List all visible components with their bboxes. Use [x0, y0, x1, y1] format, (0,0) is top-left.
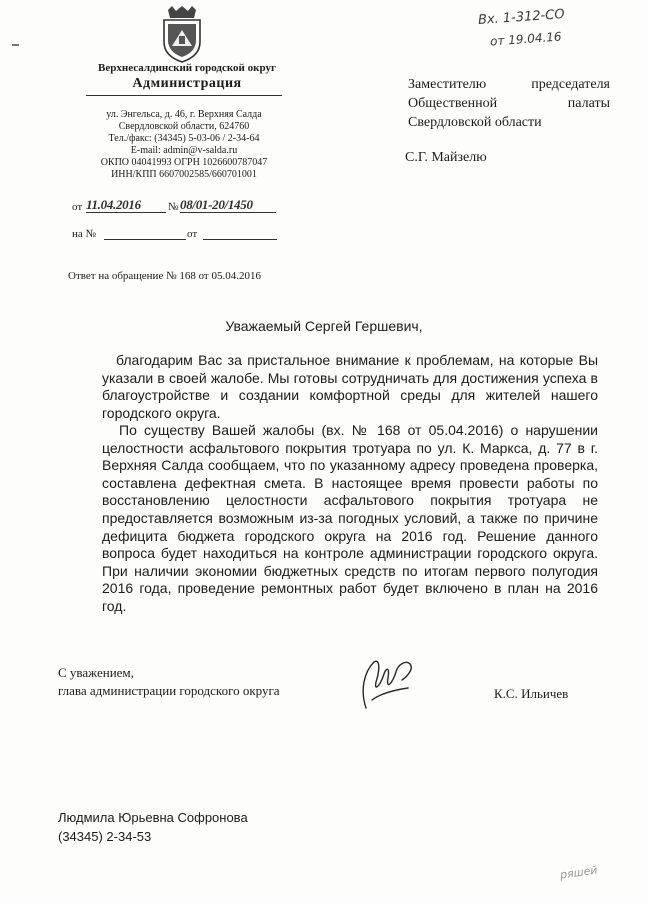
addressee-line: Свердловской области: [408, 115, 542, 130]
number-label: №: [168, 201, 179, 213]
salutation: Уважаемый Сергей Гершевич,: [225, 318, 423, 334]
closing-block: [58, 664, 280, 700]
reply-reference: Ответ на обращение № 168 от 05.04.2016: [68, 270, 261, 282]
reference-date-label: от: [187, 228, 198, 240]
phone-line: Тел./факс: (34345) 5-03-06 / 2-34-64: [108, 133, 260, 144]
body-paragraph: [102, 352, 598, 422]
recipient-name: С.Г. Майзелю: [405, 150, 487, 165]
okpo-ogrn-line: ОКПО 04041993 ОГРН 1026600787047: [100, 157, 268, 168]
corner-handwritten-mark: ряшей: [559, 863, 599, 882]
address-line: Свердловской области, 624760: [118, 121, 250, 132]
paragraph-text: По существу Вашей жалобы (вх. № 168 от 05.04.2016) о нарушении целостности асфальтового покрытия тротуара по ул. К. Маркса, д. 77 в г. Верхняя Салда сообщаем, что по указанному адресу проведена проверка, составлена дефектная смета. В настоящее время провести работы по восстановлению целостности асфальтового покрытия тротуара не предоставляется возможным из-за погодных условий, а также по причине дефицита бюджета городского округа на 2016 год. Решение данного вопроса будет находиться на контроле администрации городского округа. При наличии экономии бюджетных средств по итогам первого полугодия 2016 года, проведение ремонтных работ будет включено в план на 2016 год.: [102, 422, 598, 614]
signer-name: К.С. Ильичев: [494, 686, 569, 701]
incoming-date-handwritten: от 19.04.16: [489, 29, 562, 49]
contact-name: Людмила Юрьевна Софронова: [58, 810, 248, 825]
reference-date-field: [203, 227, 277, 240]
organization-name: Верхнесалдинский городской округ: [98, 62, 276, 74]
reference-number-field: [104, 227, 186, 240]
incoming-number-handwritten: Вх. 1-312-СО: [477, 6, 566, 29]
signature: [350, 650, 430, 720]
body-paragraph: [102, 422, 598, 616]
from-label: от: [72, 201, 83, 213]
email-line: E-mail: admin@v-salda.ru: [130, 145, 238, 156]
handwritten-date: 11.04.2016: [86, 197, 141, 212]
closing-regards: С уважением,: [58, 665, 134, 680]
address-line: ул. Энгельса, д. 46, г. Верхняя Салда: [106, 109, 262, 120]
addressee-block: [408, 75, 610, 132]
paragraph-text: благодарим Вас за пристальное внимание к проблемам, на которые Вы указали в своей жалобе. Мы готовы сотрудничать для достижения успеха в благоустройстве и создании комфортной среды для жителей нашего городского округа.: [102, 352, 598, 421]
organization-title: Администрация: [132, 76, 242, 91]
reference-number-label: на №: [72, 228, 97, 240]
header-divider: [86, 95, 282, 96]
margin-mark: [12, 44, 19, 46]
inn-kpp-line: ИНН/КПП 6607002585/660701001: [111, 169, 257, 180]
addressee-line: палаты: [567, 96, 610, 111]
addressee-line: Общественной: [408, 96, 498, 111]
contact-phone: (34345) 2-34-53: [58, 829, 152, 844]
addressee-line: Заместителю: [408, 77, 487, 92]
coat-of-arms-icon: [160, 6, 204, 64]
contact-person-block: [58, 808, 248, 846]
signer-title: глава администрации городского округа: [58, 683, 280, 698]
handwritten-number: 08/01-20/1450: [180, 197, 253, 212]
addressee-line: председателя: [531, 77, 610, 92]
